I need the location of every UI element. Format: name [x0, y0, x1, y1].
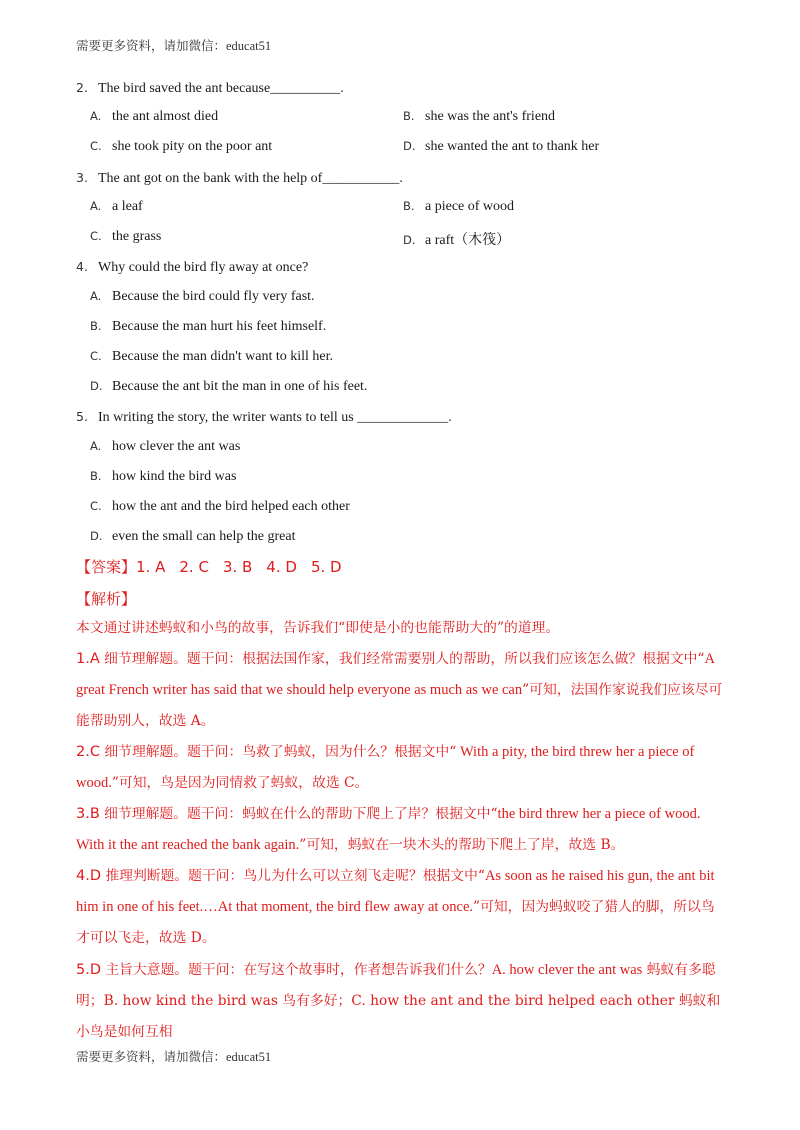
- question-stem: The bird saved the ant because__________.: [98, 81, 344, 96]
- question-number: 2.: [76, 80, 88, 95]
- question-2: [76, 80, 344, 97]
- question-stem: In writing the story, the writer wants to tell us _____________.: [98, 410, 452, 425]
- option: A. how clever the ant was: [90, 439, 241, 454]
- option: A. a leaf: [90, 199, 143, 214]
- answer-item: 1. A: [136, 558, 166, 576]
- option: A. the ant almost died: [90, 109, 219, 124]
- option: C. the grass: [90, 229, 162, 244]
- option: A. Because the bird could fly very fast.: [90, 289, 315, 304]
- analysis-intro: 本文通过讲述蚂蚁和小鸟的故事，告诉我们“即使是小的也能帮助大的”的道理。: [76, 620, 560, 636]
- answer-item: 3. B: [222, 558, 253, 576]
- answer-label: 【答案】: [76, 558, 137, 576]
- question-stem: The ant got on the bank with the help of___________.: [98, 171, 403, 186]
- analysis-label: 【解析】: [76, 590, 137, 608]
- answer-item: 4. D: [266, 558, 297, 576]
- question-4: [76, 259, 308, 276]
- option: C. how the ant and the bird helped each other: [90, 499, 350, 514]
- question-stem: Why could the bird fly away at once?: [98, 260, 309, 275]
- option: B. how kind the bird was: [90, 469, 237, 484]
- analysis-item-4: 4.D 推理判断题。题干问：鸟儿为什么可以立刻飞走呢？根据文中“As soon as he raised his gun, the ant bit him in one of his feet.…At that moment, the bird flew away at once.”可知，因为蚂蚁咬了猎人的脚，所以鸟才可以飞走，故选 D。: [76, 868, 715, 946]
- page-header: 需要更多资料，请加微信：educat51: [76, 39, 272, 53]
- analysis-item-5: 5.D 主旨大意题。题干问：在写这个故事时，作者想告诉我们什么？A. how clever the ant was 蚂蚁有多聪明；B. how kind the bird was 鸟有多好；C. how the ant and the bird helped each other 蚂蚁和小鸟是如何互相: [76, 962, 721, 1040]
- option: D. a raft（木筏）: [403, 233, 511, 248]
- question-number: 3.: [76, 170, 88, 185]
- option: C. Because the man didn't want to kill her.: [90, 349, 334, 364]
- option: D. even the small can help the great: [90, 529, 296, 544]
- answer-item: 5. D: [310, 558, 342, 576]
- option: B. Because the man hurt his feet himself.: [90, 319, 327, 334]
- answer-line: [76, 556, 356, 577]
- question-number: 5.: [76, 409, 88, 424]
- option: B. a piece of wood: [403, 199, 515, 214]
- question-5: [76, 409, 452, 426]
- page-footer: 需要更多资料，请加微信：educat51: [76, 1050, 272, 1064]
- analysis-item-3: 3.B 细节理解题。题干问：蚂蚁在什么的帮助下爬上了岸？根据文中“the bird threw her a piece of wood. With it the ant reached the bank again.”可知，蚂蚁在一块木头的帮助下爬上了岸，故选 B。: [76, 806, 701, 853]
- question-number: 4.: [76, 259, 88, 274]
- option: B. she was the ant's friend: [403, 109, 556, 124]
- option: D. she wanted the ant to thank her: [403, 139, 600, 154]
- analysis-item-2: 2.C 细节理解题。题干问：鸟救了蚂蚁，因为什么？根据文中“ With a pity, the bird threw her a piece of wood.”可知，鸟是因为同情救了蚂蚁，故选 C。: [76, 744, 695, 791]
- question-3: [76, 170, 403, 187]
- analysis-item-1: 1.A 细节理解题。题干问：根据法国作家，我们经常需要别人的帮助，所以我们应该怎么做？根据文中“A great French writer has said that we should help everyone as much as we can”可知，法国作家说我们应该尽可能帮助别人，故选 A。: [76, 651, 723, 729]
- option: D. Because the ant bit the man in one of his feet.: [90, 379, 368, 394]
- answer-item: 2. C: [179, 558, 209, 576]
- option: C. she took pity on the poor ant: [90, 139, 273, 154]
